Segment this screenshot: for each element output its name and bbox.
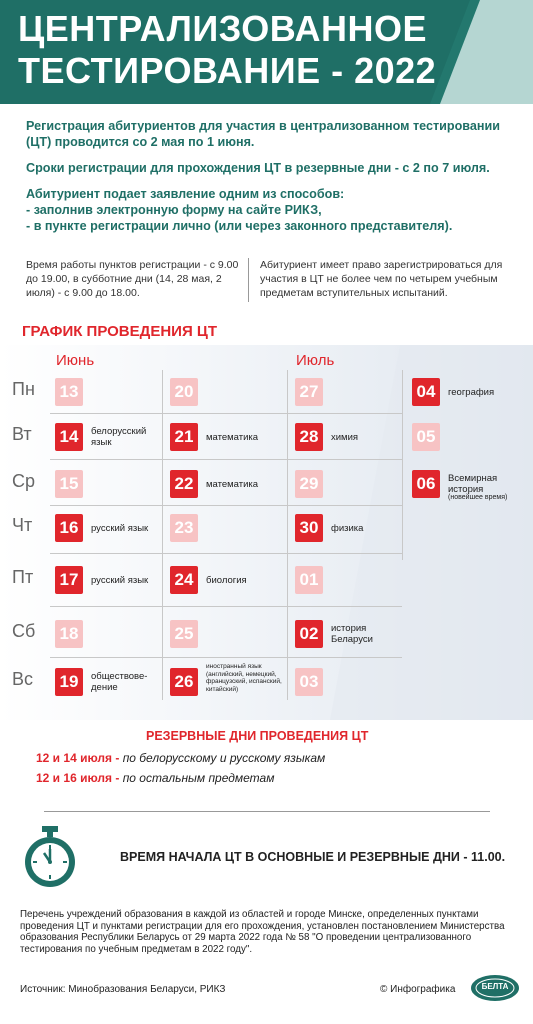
date-cell: 16 xyxy=(55,514,83,542)
subject-label: белорусский язык xyxy=(91,426,147,448)
reserve-line-2 xyxy=(36,771,274,785)
schedule-title: ГРАФИК ПРОВЕДЕНИЯ ЦТ xyxy=(22,323,218,340)
intro-methods xyxy=(26,186,521,234)
intro-registration: Регистрация абитуриентов для участия в централизованном тестировании (ЦТ) проводится со 2 мая по 1 июня. xyxy=(26,119,500,149)
subject-label: физика xyxy=(331,522,364,534)
intro-methods-line-1: Абитуриент подает заявление одним из способов: xyxy=(26,187,345,201)
section-separator xyxy=(44,811,490,812)
date-cell: 05 xyxy=(412,423,440,451)
day-label: Пн xyxy=(12,379,35,399)
info-divider xyxy=(248,258,249,302)
month-july: Июль xyxy=(296,352,335,369)
subject-label: география xyxy=(448,386,495,398)
belta-logo xyxy=(470,974,520,1002)
title-line-2: ТЕСТИРОВАНИЕ - 2022 xyxy=(18,50,437,91)
reserve-line-2-dates: 12 и 16 июля - xyxy=(36,771,120,785)
intro-methods-line-3: - в пункте регистрации лично (или через законного представителя). xyxy=(26,219,453,233)
date-cell: 23 xyxy=(170,514,198,542)
subject-label: математика xyxy=(206,431,259,443)
reserve-line-1-text: по белорусскому и русскому языкам xyxy=(119,751,326,765)
intro-reserve-registration: Сроки регистрации для прохождения ЦТ в резервные дни - с 2 по 7 июля. xyxy=(26,161,490,175)
date-cell: 04 xyxy=(412,378,440,406)
subject-label: химия xyxy=(331,431,359,443)
subject-label: русский язык xyxy=(91,522,149,534)
logo-text: БЕЛТА xyxy=(481,982,509,991)
subject-label: математика xyxy=(206,478,259,490)
reserve-line-2-text: по остальным предметам xyxy=(119,771,275,785)
subject-label: иностранный язык (английский, немецкий, французский, испанский, китайский) xyxy=(206,663,282,693)
clock-icon xyxy=(20,826,80,895)
date-cell: 13 xyxy=(55,378,83,406)
date-cell: 19 xyxy=(55,668,83,696)
date-cell: 26 xyxy=(170,668,198,696)
start-time-notice: ВРЕМЯ НАЧАЛА ЦТ В ОСНОВНЫЕ И РЕЗЕРВНЫЕ ДНИ - 11.00. xyxy=(120,850,506,864)
date-cell: 14 xyxy=(55,423,83,451)
calendar-divider xyxy=(50,505,402,506)
calendar-divider xyxy=(50,459,402,460)
intro-block xyxy=(26,118,521,234)
date-cell: 20 xyxy=(170,378,198,406)
day-label: Пт xyxy=(12,567,34,587)
date-cell: 03 xyxy=(295,668,323,696)
subject-label: биология xyxy=(206,574,247,586)
subject-note: (новейшее время) xyxy=(448,494,508,501)
footnote: Перечень учреждений образования в каждой из областей и городе Минске, определенных пунктами проведения ЦТ и пунктами регистрации для его прохождения, установлен постановлением Министерства образования Республики Беларусь от 29 марта 2022 года № 58 "О проведении централизованного тестирования по учебным предметам в 2022 году". xyxy=(20,909,505,955)
reserve-line-1-dates: 12 и 14 июля - xyxy=(36,751,120,765)
subject-label: обществове-дение xyxy=(91,671,148,693)
day-label: Вт xyxy=(12,424,32,444)
date-cell: 06 xyxy=(412,470,440,498)
day-label: Чт xyxy=(12,515,33,535)
title-line-1: ЦЕНТРАЛИЗОВАННОЕ xyxy=(18,8,428,49)
subject-label: Всемирная история xyxy=(448,473,498,495)
date-cell: 17 xyxy=(55,566,83,594)
calendar-divider xyxy=(162,370,163,700)
date-cell: 27 xyxy=(295,378,323,406)
date-cell: 24 xyxy=(170,566,198,594)
date-cell: 22 xyxy=(170,470,198,498)
intro-methods-line-2: - заполнив электронную форму на сайте РИКЗ, xyxy=(26,203,322,217)
page-title xyxy=(18,8,436,92)
day-label: Ср xyxy=(12,471,36,491)
calendar-divider xyxy=(50,606,402,607)
date-cell: 30 xyxy=(295,514,323,542)
subject-label: русский язык xyxy=(91,574,149,586)
date-cell: 15 xyxy=(55,470,83,498)
date-cell: 29 xyxy=(295,470,323,498)
calendar-divider xyxy=(50,553,402,554)
day-label: Вс xyxy=(12,669,34,689)
calendar-divider xyxy=(50,413,402,414)
day-label: Сб xyxy=(12,621,36,641)
date-cell: 21 xyxy=(170,423,198,451)
source-credit: Источник: Минобразования Беларуси, РИКЗ xyxy=(20,984,226,995)
date-cell: 25 xyxy=(170,620,198,648)
date-cell: 18 xyxy=(55,620,83,648)
calendar-divider xyxy=(287,370,288,700)
date-cell: 01 xyxy=(295,566,323,594)
date-cell: 28 xyxy=(295,423,323,451)
reserve-title: РЕЗЕРВНЫЕ ДНИ ПРОВЕДЕНИЯ ЦТ xyxy=(146,729,369,743)
copyright: © Инфографика xyxy=(380,984,456,995)
date-cell: 02 xyxy=(295,620,323,648)
info-working-hours: Время работы пунктов регистрации - с 9.00 до 19.00, в субботние дни (14, 28 мая, 2 июля) - с 9.00 до 18.00. xyxy=(26,259,239,299)
month-june: Июнь xyxy=(56,352,95,369)
subject-label: история Беларуси xyxy=(331,623,373,645)
info-subject-limit: Абитуриент имеет право зарегистрироваться для участия в ЦТ не более чем по четырем учебным предметам вступительных испытаний. xyxy=(260,259,503,299)
reserve-line-1 xyxy=(36,751,325,765)
header-banner xyxy=(0,0,533,104)
calendar-divider xyxy=(50,657,402,658)
